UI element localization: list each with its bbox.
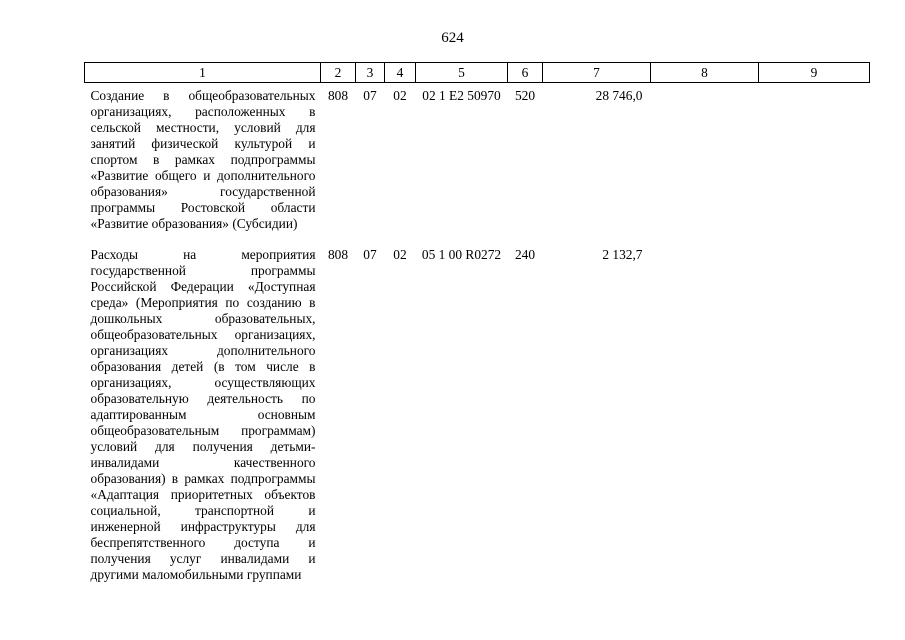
row-department-code: 808 (327, 88, 349, 103)
table-row (85, 83, 870, 243)
column-header-3: 3 (356, 63, 385, 83)
row-description: Расходы на мероприятия государственной программы Российской Федерации «Доступная среда» (Мероприятия по созданию в дошкольных образовательных, общеобразовательных организациях, организациях дополнительного образования детей (в том числе в организациях, осуществляющих образовательную деятельность по адаптированным основным общеобразовательным программам) условий для получения детьми-инвалидами качественного образования) в рамках подпрограммы «Адаптация приоритетных объектов социальной, транспортной и инженерной инфраструктуры для беспрепятственного доступа и получения услуг инвалидами и другими маломобильными группами (90, 247, 316, 582)
column-header-7: 7 (543, 63, 651, 83)
row-amount-col8 (651, 242, 759, 593)
column-header-5: 5 (416, 63, 508, 83)
table-row (85, 242, 870, 593)
column-header-1: 1 (85, 63, 321, 83)
column-header-8: 8 (651, 63, 759, 83)
row-description: Создание в общеобразовательных организациях, расположенных в сельской местности, условий для занятий физической культурой и спортом в рамках подпрограммы «Развитие общего и дополнительного образования» государственной программы Ростовской области «Развитие образования» (Субсидии) (90, 88, 316, 231)
row-amount-col9 (759, 242, 870, 593)
column-header-9: 9 (759, 63, 870, 83)
column-header-6: 6 (508, 63, 543, 83)
column-header-2: 2 (321, 63, 356, 83)
row-expense-type: 240 (514, 247, 536, 262)
row-amount: 2 132,7 (602, 247, 643, 262)
row-section-code: 07 (363, 88, 377, 103)
row-target-article: 05 1 00 R0272 (421, 247, 502, 262)
row-department-code: 808 (327, 247, 349, 262)
budget-table (84, 62, 870, 593)
row-amount-col9 (759, 83, 870, 243)
row-subsection-code: 02 (393, 247, 407, 262)
row-target-article: 02 1 E2 50970 (422, 88, 501, 103)
row-subsection-code: 02 (393, 88, 407, 103)
table-header-row (85, 63, 870, 83)
column-header-4: 4 (385, 63, 416, 83)
page-number: 624 (441, 30, 464, 46)
row-amount-col8 (651, 83, 759, 243)
row-amount: 28 746,0 (595, 88, 643, 103)
row-section-code: 07 (363, 247, 377, 262)
row-expense-type: 520 (514, 88, 536, 103)
